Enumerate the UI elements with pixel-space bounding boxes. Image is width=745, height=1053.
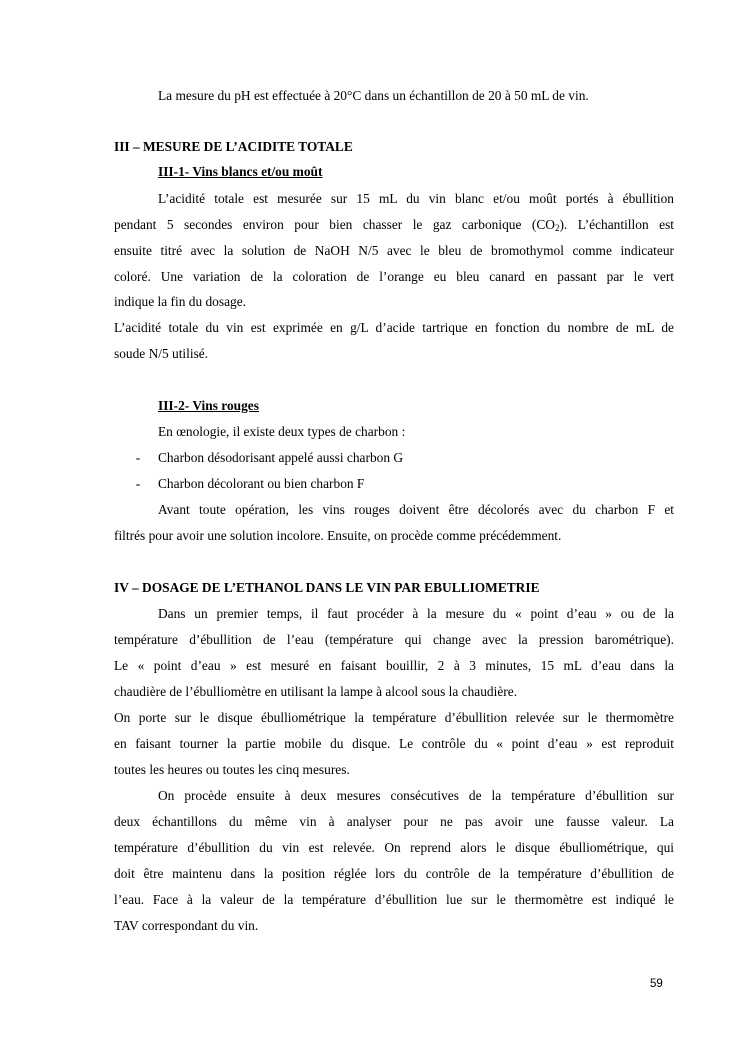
list-item-text: Charbon désodorisant appelé aussi charbon G xyxy=(158,450,404,465)
paragraph-line: ensuite titré avec la solution de NaOH N/5 avec le bleu de bromothymol comme indicateur xyxy=(114,243,674,258)
paragraph-line: On porte sur le disque ébulliométrique la température d’ébullition relevée sur le thermomètre xyxy=(114,710,674,725)
paragraph-line: en faisant tourner la partie mobile du disque. Le contrôle du « point d’eau » est reproduit xyxy=(114,736,674,751)
paragraph-line: chaudière de l’ébulliomètre en utilisant la lampe à alcool sous la chaudière. xyxy=(114,684,518,699)
subsection-3-1-heading: III-1- Vins blancs et/ou moût xyxy=(158,164,323,179)
subsection-3-2-heading: III-2- Vins rouges xyxy=(158,398,259,413)
page-number: 59 xyxy=(650,978,663,990)
paragraph-line: coloré. Une variation de la coloration de l’orange eu bleu canard en passant par le vert xyxy=(114,269,674,284)
paragraph-line: L’acidité totale est mesurée sur 15 mL du vin blanc et/ou moût portés à ébullition xyxy=(158,191,674,206)
paragraph-line: température d’ébullition du vin est relevée. On reprend alors le disque ébulliométrique, qui xyxy=(114,840,674,855)
bullet-dash: - xyxy=(135,450,141,465)
paragraph-line: TAV correspondant du vin. xyxy=(114,918,259,933)
paragraph-line: indique la fin du dosage. xyxy=(114,294,247,309)
subscript-2: 2 xyxy=(554,223,560,233)
paragraph-line: deux échantillons du même vin à analyser pour ne pas avoir une fausse valeur. La xyxy=(114,814,674,829)
paragraph-line: doit être maintenu dans la position réglée lors du contrôle de la température d’ébullition de xyxy=(114,866,674,881)
paragraph-line: température d’ébullition de l’eau (température qui change avec la pression barométrique). xyxy=(114,632,674,647)
paragraph-line: pendant 5 secondes environ pour bien chasser le gaz carbonique $(CO_2)$. L’échantillon est xyxy=(114,217,674,233)
paragraph-line: toutes les heures ou toutes les cinq mesures. xyxy=(114,762,350,777)
section-4-heading: IV – DOSAGE DE L’ETHANOL DANS LE VIN PAR EBULLIOMETRIE xyxy=(114,580,540,595)
list-item-text: Charbon décolorant ou bien charbon F xyxy=(158,476,365,491)
paragraph-line: Le « point d’eau » est mesuré en faisant bouillir, 2 à 3 minutes, 15 mL d’eau dans la xyxy=(114,658,674,673)
paragraph-line: soude N/5 utilisé. xyxy=(114,346,209,361)
paragraph-line: l’eau. Face à la valeur de la température d’ébullition lue sur le thermomètre est indiqué le xyxy=(114,892,674,907)
paragraph-line: Dans un premier temps, il faut procéder à la mesure du « point d’eau » ou de la xyxy=(158,606,674,621)
intro-paragraph: La mesure du pH est effectuée à 20°C dans un échantillon de 20 à 50 mL de vin. xyxy=(158,88,589,103)
paragraph-line: filtrés pour avoir une solution incolore. Ensuite, on procède comme précédemment. xyxy=(114,528,562,543)
paragraph-line: En œnologie, il existe deux types de charbon : xyxy=(158,424,406,439)
bullet-dash: - xyxy=(135,476,141,491)
paragraph-line: Avant toute opération, les vins rouges doivent être décolorés avec du charbon F et xyxy=(158,502,674,517)
section-3-heading: III – MESURE DE L’ACIDITE TOTALE xyxy=(114,139,353,154)
paragraph-line: L’acidité totale du vin est exprimée en g/L d’acide tartrique en fonction du nombre de mL de xyxy=(114,320,674,335)
paragraph-line: On procède ensuite à deux mesures consécutives de la température d’ébullition sur xyxy=(158,788,674,803)
